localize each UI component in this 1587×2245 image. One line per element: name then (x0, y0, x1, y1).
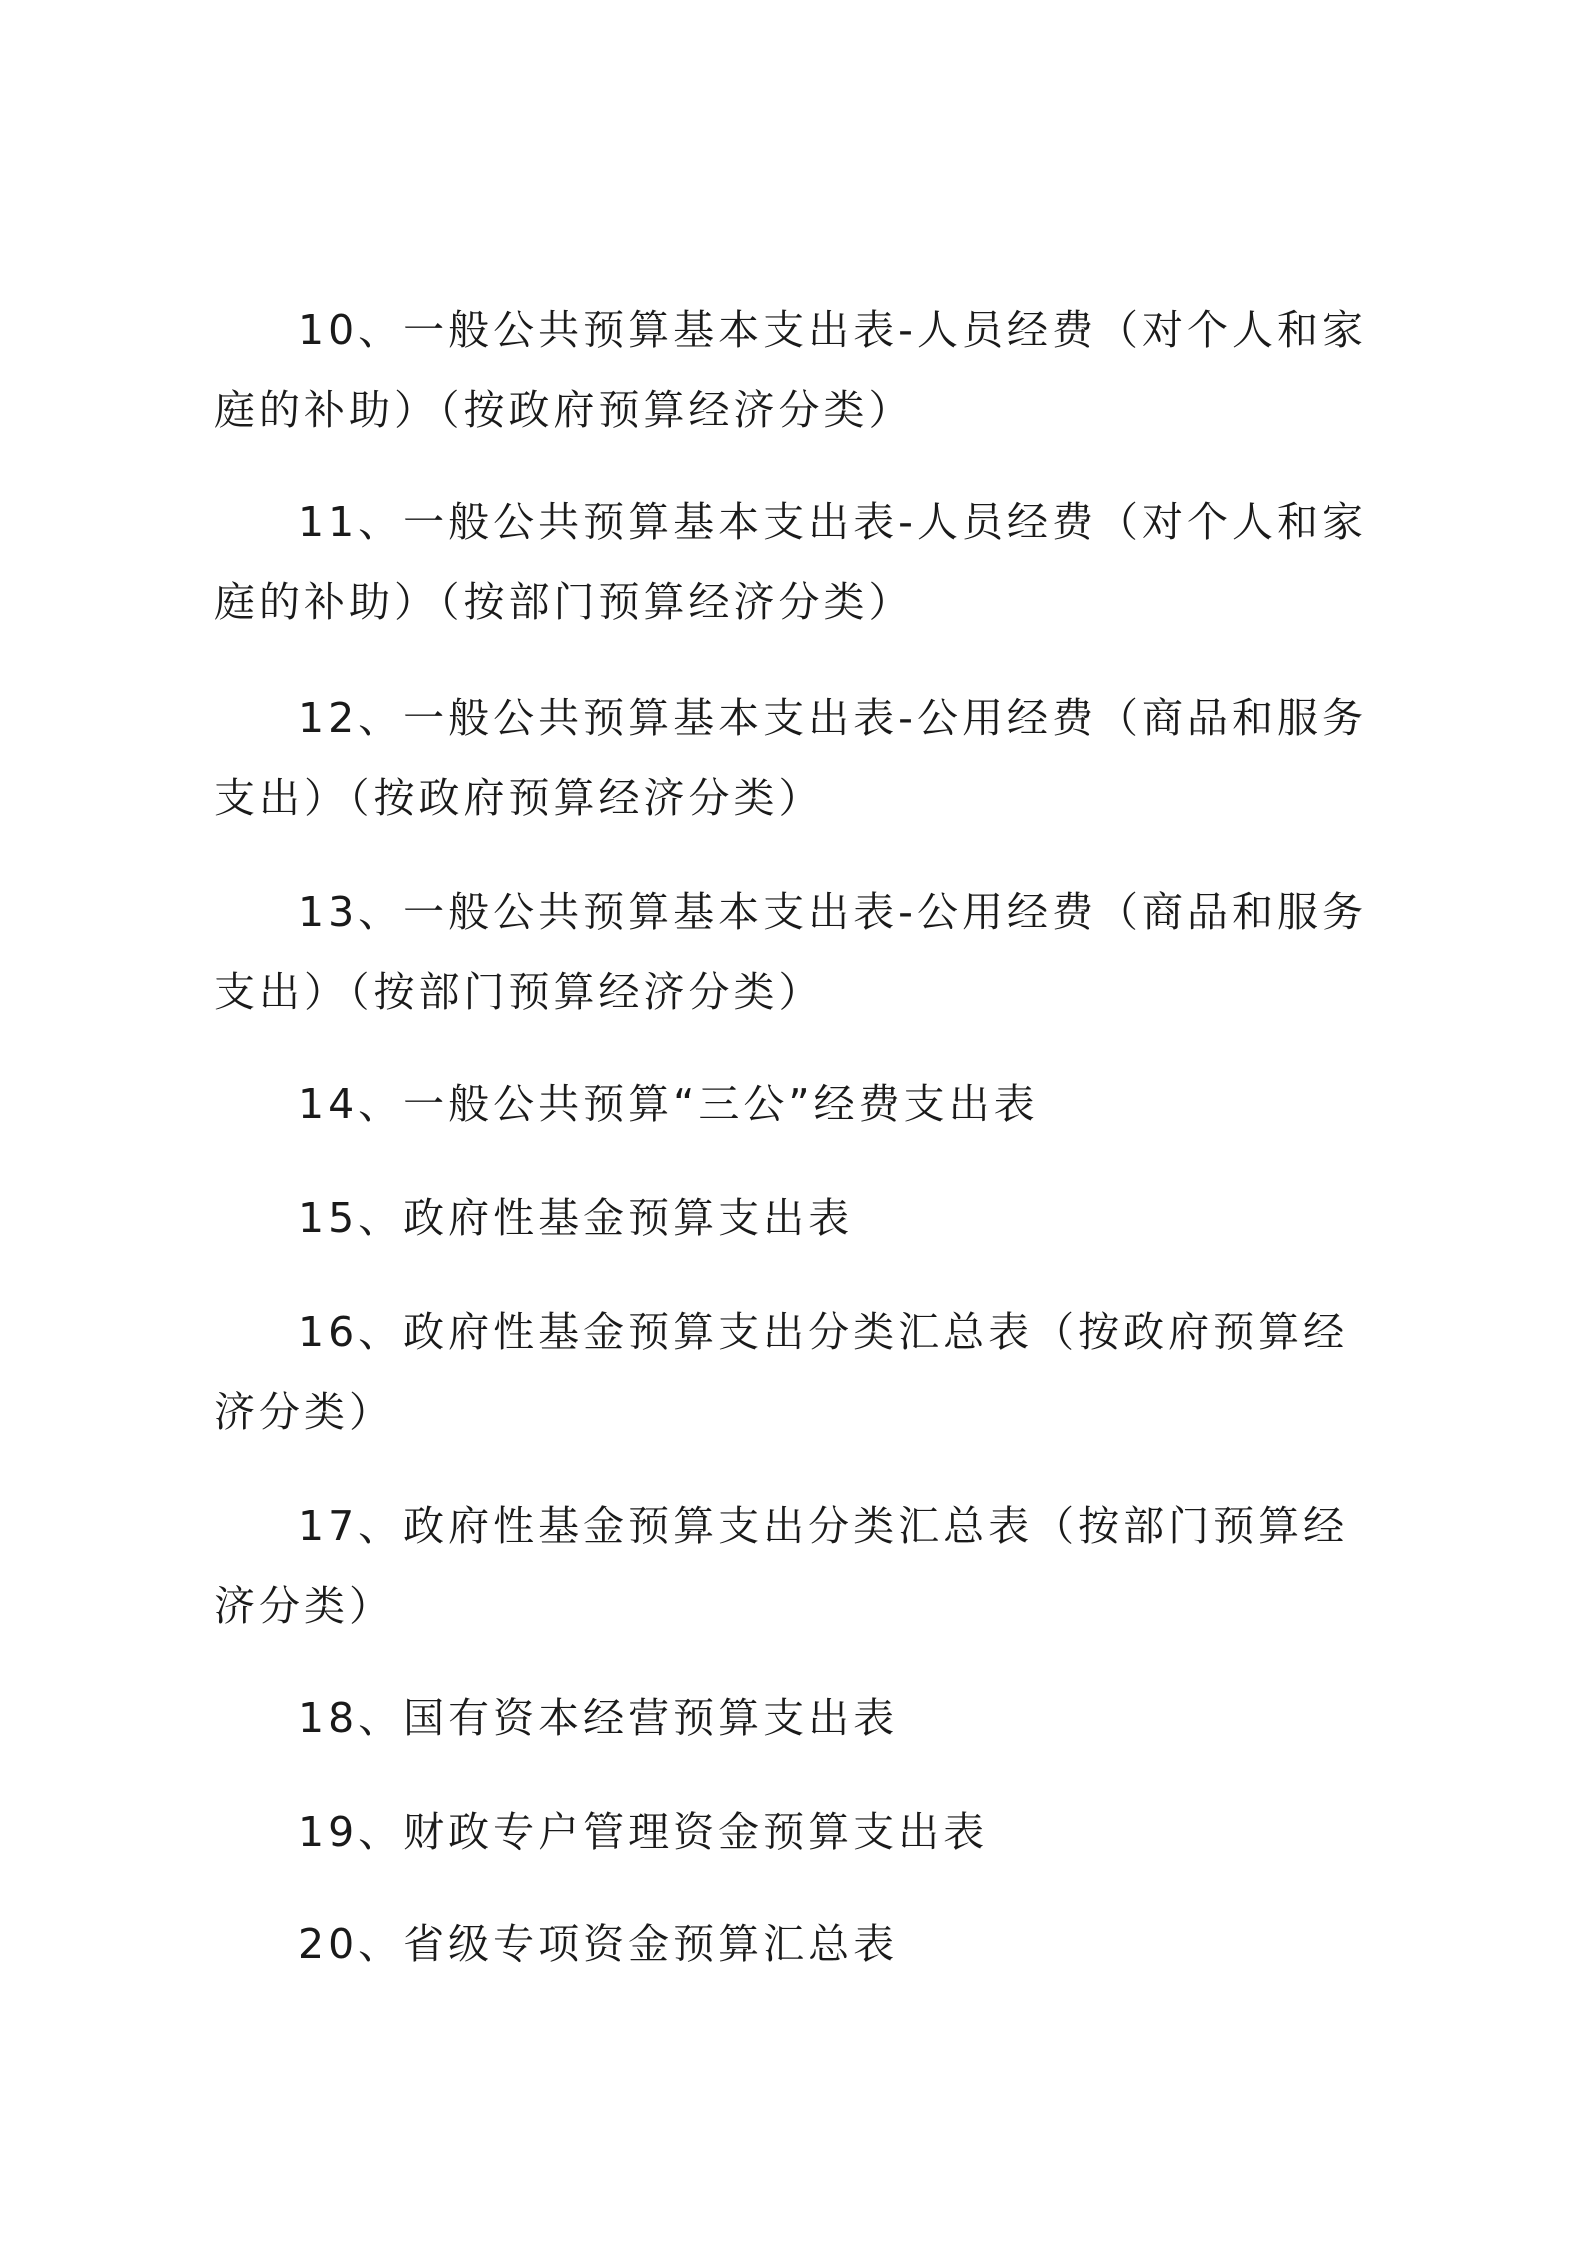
list-item-19: 19、财政专户管理资金预算支出表 (298, 1808, 989, 1856)
list-item-20: 20、省级专项资金预算汇总表 (298, 1920, 899, 1968)
list-item-10: 10、一般公共预算基本支出表-人员经费（对个人和家庭的补助）（按政府预算经济分类） (214, 306, 1367, 434)
list-item-18: 18、国有资本经营预算支出表 (298, 1694, 899, 1742)
list-item-11: 11、一般公共预算基本支出表-人员经费（对个人和家庭的补助）（按部门预算经济分类） (214, 498, 1367, 626)
list-item-17: 17、政府性基金预算支出分类汇总表（按部门预算经济分类） (214, 1502, 1349, 1630)
list-item-14: 14、一般公共预算“三公”经费支出表 (298, 1080, 1039, 1128)
list-item-12: 12、一般公共预算基本支出表-公用经费（商品和服务支出）（按政府预算经济分类） (214, 694, 1367, 822)
list-item-13: 13、一般公共预算基本支出表-公用经费（商品和服务支出）（按部门预算经济分类） (214, 888, 1367, 1016)
list-item-15: 15、政府性基金预算支出表 (298, 1194, 854, 1242)
list-item-16: 16、政府性基金预算支出分类汇总表（按政府预算经济分类） (214, 1308, 1349, 1436)
